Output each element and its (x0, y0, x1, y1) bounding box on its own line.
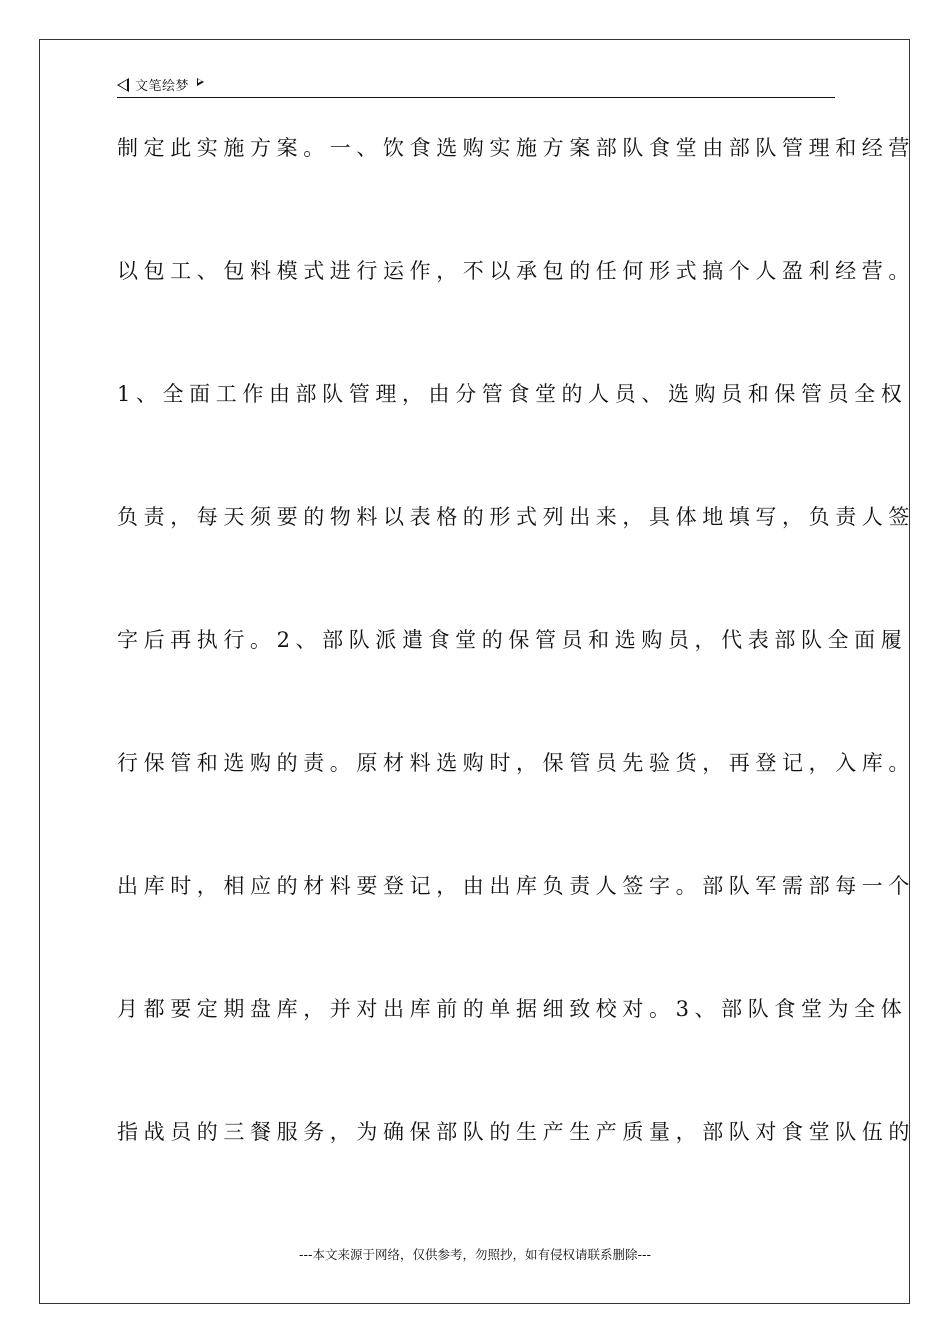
page-header (117, 74, 835, 98)
body-line-2: 以包工、包料模式进行运作，不以承包的任何形式搞个人盈利经营。 (117, 259, 915, 283)
triangle-left-outline-icon (117, 78, 129, 92)
triangle-right-outline-icon (197, 78, 204, 86)
body-line-8: 月都要定期盘库，并对出库前的单据细致校对。3、部队食堂为全体 (117, 997, 908, 1021)
body-line-5: 字后再执行。2、部队派遣食堂的保管员和选购员，代表部队全面履 (117, 628, 908, 652)
page-border (39, 39, 910, 1304)
body-line-9: 指战员的三餐服务，为确保部队的生产生产质量，部队对食堂队伍的 (117, 1120, 915, 1144)
body-line-1: 制定此实施方案。一、饮食选购实施方案部队食堂由部队管理和经营 (117, 136, 915, 160)
body-line-3: 1、全面工作由部队管理，由分管食堂的人员、选购员和保管员全权 (117, 382, 908, 406)
page-footer-disclaimer: ---本文来源于网络，仅供参考，勿照抄，如有侵权请联系删除--- (298, 1247, 652, 1262)
body-line-7: 出库时，相应的材料要登记，由出库负责人签字。部队军需部每一个 (117, 874, 915, 898)
header-brand: 文笔绘梦 (135, 79, 190, 94)
body-line-4: 负责，每天须要的物料以表格的形式列出来，具体地填写，负责人签 (117, 505, 915, 529)
body-line-6: 行保管和选购的责。原材料选购时，保管员先验货，再登记，入库。 (117, 751, 915, 775)
